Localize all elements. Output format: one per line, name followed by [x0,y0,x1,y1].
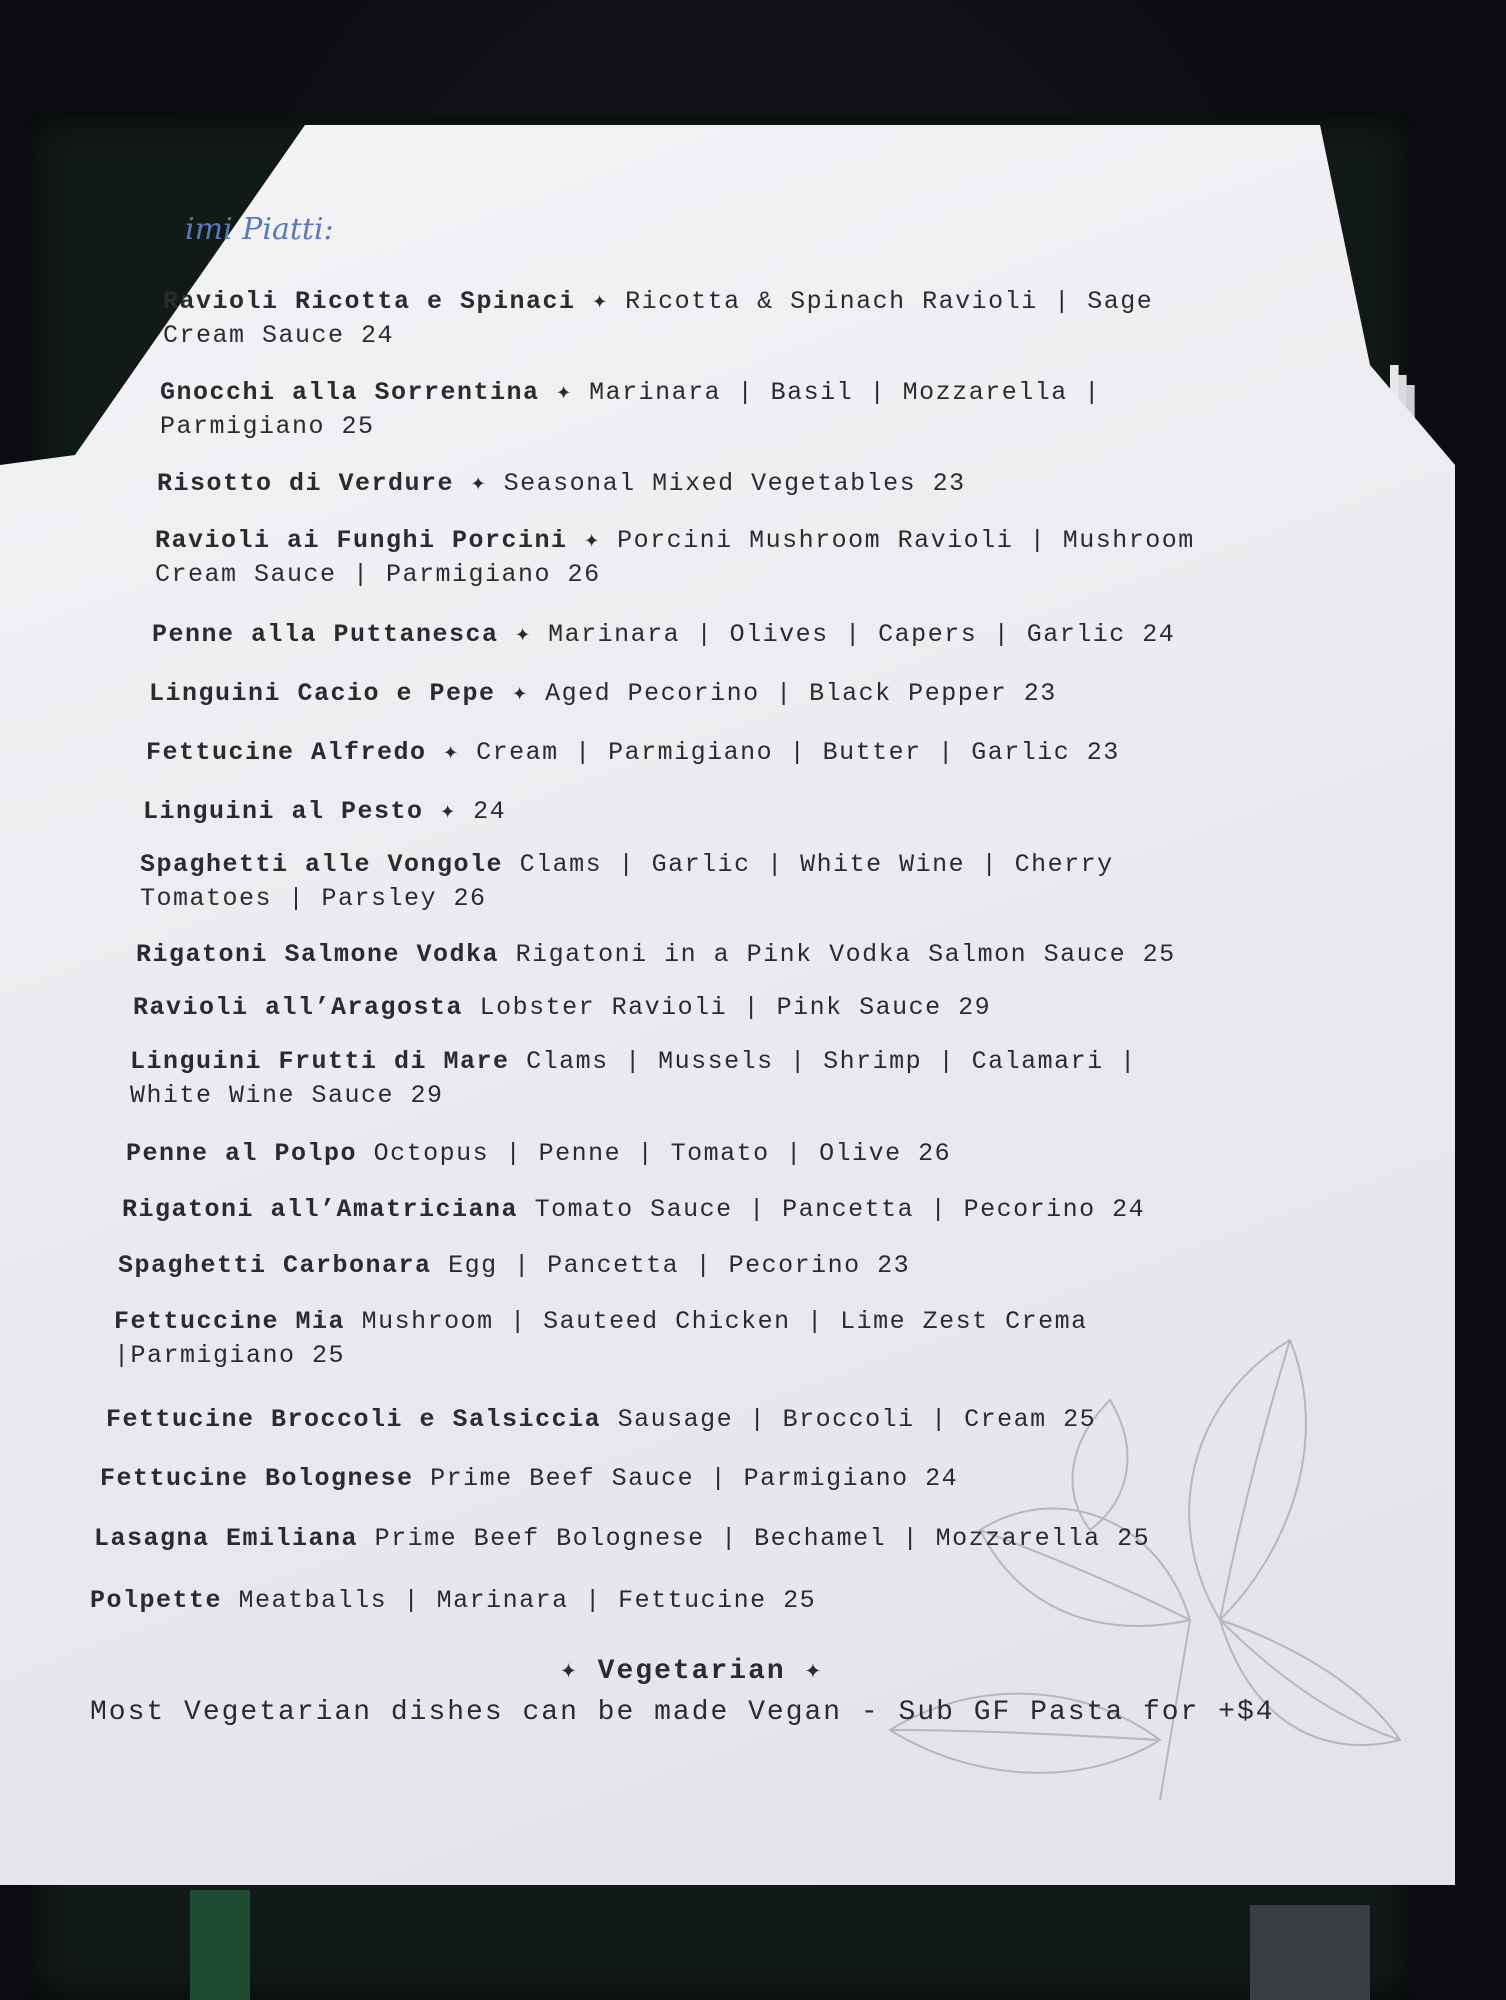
dish-description: Rigatoni in a Pink Vodka Salmon Sauce 25 [515,940,1176,969]
dish-description: Meatballs | Marinara | Fettucine 25 [238,1586,817,1615]
dish-name: Risotto di Verdure [157,469,455,498]
dish-name: Lasagna Emiliana [94,1524,359,1553]
dish-name: Ravioli all’Aragosta [133,993,464,1022]
dish-description-cont: Cream Sauce | Parmigiano 26 [155,560,601,589]
dish-name: Fettucine Broccoli e Salsiccia [106,1405,602,1434]
menu-item [146,736,1120,770]
vegetarian-heading: ✦ Vegetarian ✦ [560,1656,824,1687]
menu-item [140,848,1114,916]
menu-item [118,1249,910,1283]
menu-item [163,285,1153,353]
dish-description: Octopus | Penne | Tomato | Olive 26 [373,1139,952,1168]
menu-item [133,991,991,1025]
dish-name: Gnocchi alla Sorrentina [160,378,540,407]
menu-item [106,1403,1096,1437]
dish-name: Rigatoni Salmone Vodka [136,940,500,969]
menu-item [130,1045,1137,1113]
dish-description-cont: Parmigiano 25 [160,412,375,441]
menu-item [160,376,1101,444]
dish-name: Linguini Cacio e Pepe [149,679,496,708]
dish-description: Egg | Pancetta | Pecorino 23 [448,1251,911,1280]
menu-item [90,1584,816,1618]
dish-description: Prime Beef Bolognese | Bechamel | Mozzarella 25 [374,1524,1151,1553]
dish-description: ✦ Aged Pecorino | Black Pepper 23 [512,679,1057,708]
dish-name: Spaghetti Carbonara [118,1251,432,1280]
dish-description: ✦ Marinara | Olives | Capers | Garlic 24 [515,620,1176,649]
dish-name: Fettucine Alfredo [146,738,427,767]
menu-item [122,1193,1145,1227]
dish-name: Penne alla Puttanesca [152,620,499,649]
menu-item [157,467,966,501]
dish-name: Polpette [90,1586,223,1615]
dish-description: Clams | Mussels | Shrimp | Calamari | [526,1047,1137,1076]
menu-item [94,1522,1150,1556]
dish-name: Ravioli ai Funghi Porcini [155,526,568,555]
menu-item [143,795,506,829]
dish-description: ✦ Marinara | Basil | Mozzarella | [556,378,1101,407]
menu-item [152,618,1175,652]
dish-name: Linguini Frutti di Mare [130,1047,510,1076]
dish-name: Penne al Polpo [126,1139,358,1168]
dish-name: Ravioli Ricotta e Spinaci [163,287,576,316]
dish-description: ✦ Ricotta & Spinach Ravioli | Sage [592,287,1154,316]
dish-name: Linguini al Pesto [143,797,424,826]
vegetarian-note: Most Vegetarian dishes can be made Vegan - Sub GF Pasta for +$4 [90,1697,1275,1728]
dish-description: Tomato Sauce | Pancetta | Pecorino 24 [534,1195,1146,1224]
menu-item [136,938,1176,972]
menu-item [149,677,1057,711]
dish-name: Rigatoni all’Amatriciana [122,1195,519,1224]
dish-description: ✦ 24 [440,797,507,826]
dish-description-cont: White Wine Sauce 29 [130,1081,444,1110]
dish-description: ✦ Seasonal Mixed Vegetables 23 [470,469,966,498]
dish-name: Fettucine Bolognese [100,1464,414,1493]
dish-name: Spaghetti alle Vongole [140,850,504,879]
menu-item [126,1137,951,1171]
dish-description-cont: |Parmigiano 25 [114,1341,346,1370]
dish-description: ✦ Porcini Mushroom Ravioli | Mushroom [584,526,1195,555]
section-title: imi Piatti: [185,212,334,247]
dish-description: Clams | Garlic | White Wine | Cherry [519,850,1114,879]
dish-description: Prime Beef Sauce | Parmigiano 24 [430,1464,959,1493]
dish-description-cont: Cream Sauce 24 [163,321,395,350]
menu-item [114,1305,1088,1373]
dish-description-cont: Tomatoes | Parsley 26 [140,884,487,913]
dish-description: Lobster Ravioli | Pink Sauce 29 [479,993,992,1022]
dish-name: Fettuccine Mia [114,1307,346,1336]
menu-item [155,524,1195,592]
dish-description: ✦ Cream | Parmigiano | Butter | Garlic 23 [443,738,1120,767]
dish-description: Sausage | Broccoli | Cream 25 [617,1405,1097,1434]
menu-item [100,1462,958,1496]
dish-description: Mushroom | Sauteed Chicken | Lime Zest Crema [361,1307,1088,1336]
